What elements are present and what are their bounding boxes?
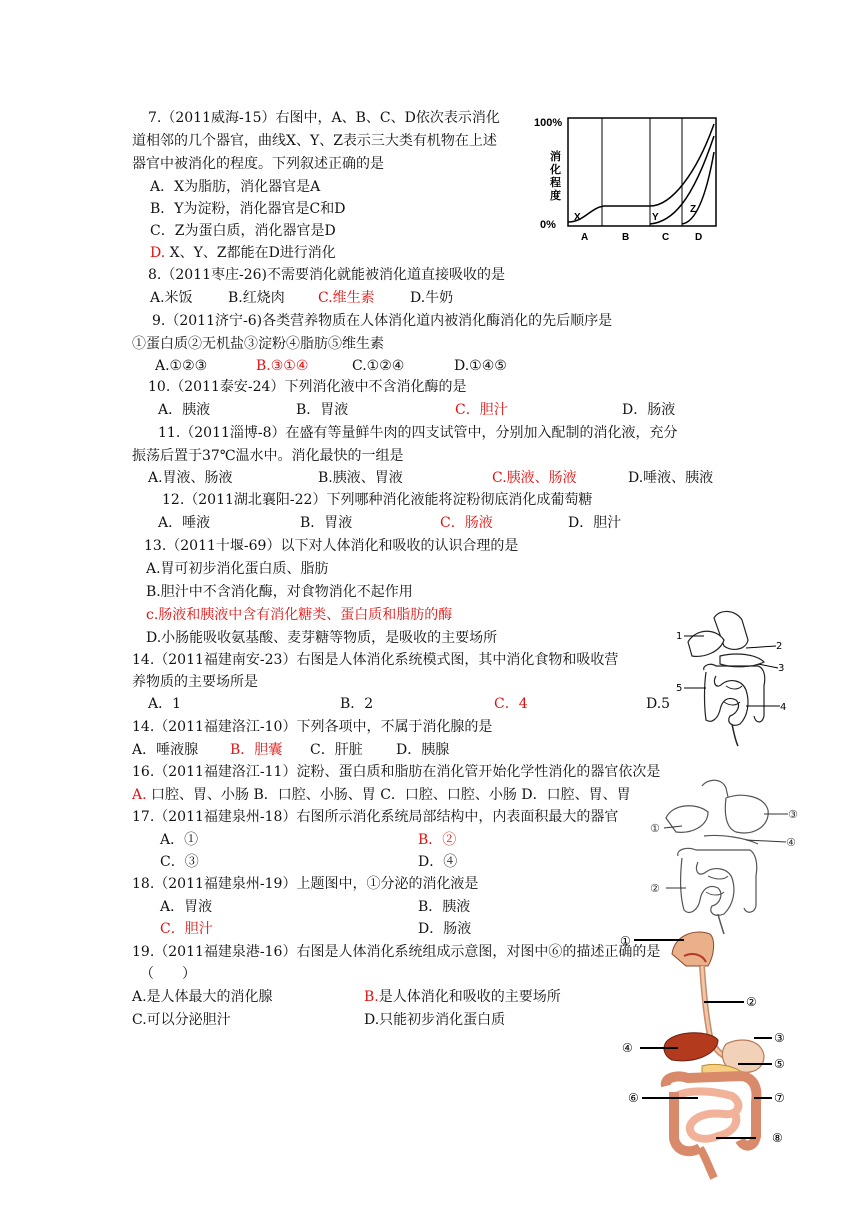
q9-stem-line2: ①蛋白质②无机盐③淀粉④脂肪⑤维生素 — [132, 336, 384, 352]
q19-stem: 19.（2011福建泉港-16）右图是人体消化系统组成示意图，对图中⑥的描述正确的是 — [132, 944, 661, 960]
q14a-option-c-answer: C．4 — [494, 696, 528, 712]
q11-option-b: B.胰液、胃液 — [318, 470, 403, 486]
figure-1-label-4: 4 — [780, 702, 787, 713]
q8-stem: 8.（2011枣庄-26)不需要消化就能被消化道直接吸收的是 — [148, 267, 505, 283]
digestive-system-figure-1 — [676, 606, 788, 750]
q18-option-a: A．胃液 — [160, 899, 213, 915]
figure-1-label-5: 5 — [676, 683, 683, 694]
q13-option-a: A.胃可初步消化蛋白质、脂肪 — [146, 561, 329, 577]
q19-answer-paren: （ ） — [140, 966, 196, 982]
q7-option-a: A．X为脂肪，消化器官是A — [150, 179, 321, 195]
q8-option-b: B.红烧肉 — [228, 290, 285, 306]
q16-stem: 16.（2011福建洛江-11）淀粉、蛋白质和脂肪在消化管开始化学性消化的器官依次是 — [132, 764, 661, 780]
digestive-system-figure-3 — [614, 926, 804, 1196]
figure-2-label-3: ③ — [788, 808, 798, 821]
q18-option-b: B．胰液 — [418, 899, 471, 915]
q9-option-c: C.①②④ — [352, 358, 405, 374]
answer-mark: A. — [132, 787, 147, 803]
q11-stem-line2: 振荡后置于37℃温水中。消化最快的一组是 — [132, 448, 404, 464]
q12-option-a: A．唾液 — [158, 515, 211, 531]
q7-option-d: D. X、Y、Z都能在D进行消化 — [150, 245, 336, 261]
section-label-c: C — [662, 232, 670, 243]
q19-option-c: C.可以分泌胆汁 — [132, 1012, 231, 1028]
q8-option-c-answer: C.维生素 — [318, 290, 375, 306]
q14b-option-d: D．胰腺 — [396, 742, 450, 758]
figure-2-label-4: ④ — [786, 836, 796, 849]
q14b-option-a: A．唾液腺 — [132, 742, 199, 758]
figure-1-label-3: 3 — [778, 663, 785, 674]
q11-option-d: D.唾液、胰液 — [628, 470, 714, 486]
figure-3-label-3: ③ — [774, 1031, 785, 1045]
q7-stem-line3: 器官中被消化的程度。下列叙述正确的是 — [132, 156, 384, 172]
q14b-option-b-answer: B．胆囊 — [230, 742, 283, 758]
q9-option-a: A.①②③ — [155, 358, 208, 374]
q17-stem: 17.（2011福建泉州-18）右图所示消化系统局部结构中，内表面积最大的器官 — [132, 809, 619, 825]
figure-3-label-5: ⑤ — [774, 1057, 785, 1071]
q18-option-c-answer: C．胆汁 — [160, 921, 213, 937]
figure-2-label-2: ② — [650, 882, 660, 895]
y-label-char-3: 程 — [550, 176, 561, 189]
q19-option-d: D.只能初步消化蛋白质 — [364, 1012, 506, 1028]
curve-y-label: Y — [652, 212, 659, 223]
q12-option-c-answer: C．肠液 — [440, 515, 493, 531]
curve-z — [682, 152, 714, 224]
q12-option-b: B．胃液 — [300, 515, 353, 531]
y-label-char-2: 化 — [550, 163, 561, 176]
q14a-option-d: D.5 — [646, 696, 671, 712]
q9-option-d: D.①④⑤ — [454, 358, 507, 374]
q13-stem: 13.（2011十堰-69）以下对人体消化和吸收的认识合理的是 — [144, 538, 519, 554]
y-label-char-1: 消 — [550, 150, 561, 163]
q14b-stem: 14.（2011福建洛江-10）下列各项中，不属于消化腺的是 — [132, 719, 493, 735]
digestion-degree-chart — [532, 112, 732, 246]
q18-stem: 18.（2011福建泉州-19）上题图中，①分泌的消化液是 — [132, 876, 479, 892]
q8-option-a: A.米饭 — [150, 290, 193, 306]
q14a-option-b: B．2 — [340, 696, 374, 712]
q14a-stem-line2: 养物质的主要场所是 — [132, 674, 258, 690]
q10-stem: 10.（2011泰安-24）下列消化液中不含消化酶的是 — [148, 379, 467, 395]
curve-x-label: X — [574, 212, 581, 223]
q11-option-c-answer: C.胰液、肠液 — [492, 470, 577, 486]
q7-stem-line1: 7.（2011威海-15）右图中，A、B、C、D依次表示消化 — [148, 110, 500, 126]
q16-options: A. 口腔、胃、小肠 B．口腔、小肠、胃 C．口腔、口腔、小肠 D．口腔、胃、胃 — [132, 787, 631, 803]
q9-option-b-answer: B.③①④ — [256, 358, 309, 374]
figure-2-label-1: ① — [650, 822, 660, 835]
q9-stem: 9.（2011济宁-6)各类营养物质在人体消化道内被消化酶消化的先后顺序是 — [152, 313, 613, 329]
q10-option-d: D．肠液 — [622, 402, 676, 418]
q7-option-b: B．Y为淀粉，消化器官是C和D — [150, 201, 346, 217]
q11-option-a: A.胃液、肠液 — [148, 470, 233, 486]
q13-option-c — [146, 605, 452, 625]
figure-3-label-2: ② — [746, 995, 757, 1009]
curve-z-label: Z — [690, 204, 697, 215]
section-label-d: D — [695, 232, 703, 243]
q7-option-c: C．Z为蛋白质，消化器官是D — [150, 223, 336, 239]
section-label-a: A — [581, 232, 589, 243]
q10-option-c-answer: C．胆汁 — [455, 402, 508, 418]
y-bottom-label: 0% — [540, 219, 556, 231]
q14a-option-a: A．1 — [148, 696, 182, 712]
q13-option-d: D.小肠能吸收氨基酸、麦芽糖等物质，是吸收的主要场所 — [146, 630, 498, 646]
q10-option-a: A．胰液 — [158, 402, 211, 418]
figure-3-label-1: ① — [620, 934, 631, 948]
q8-option-d: D.牛奶 — [410, 290, 454, 306]
q12-stem: 12.（2011湖北襄阳-22）下列哪种消化液能将淀粉彻底消化成葡萄糖 — [162, 492, 593, 508]
q17-option-d: D．④ — [418, 854, 458, 870]
figure-3-label-4: ④ — [622, 1041, 633, 1055]
q14a-stem: 14.（2011福建南安-23）右图是人体消化系统模式图，其中消化食物和吸收营 — [132, 652, 619, 668]
q11-stem: 11.（2011淄博-8）在盛有等量鲜牛肉的四支试管中，分别加入配制的消化液，充分 — [158, 425, 678, 441]
q17-option-a: A．① — [160, 832, 199, 848]
q13-option-b: B.胆汁中不含消化酶，对食物消化不起作用 — [146, 584, 413, 600]
q12-option-d: D．胆汁 — [568, 515, 622, 531]
q7-stem-line2: 道相邻的几个器官，曲线X、Y、Z表示三大类有机物在上述 — [132, 133, 497, 149]
q19-option-b: B.是人体消化和吸收的主要场所 — [364, 989, 561, 1005]
q17-option-c: C．③ — [160, 854, 199, 870]
figure-1-label-2: 2 — [776, 641, 783, 652]
figure-1-label-1: 1 — [676, 631, 683, 642]
answer-mark: D. — [150, 245, 166, 261]
q10-option-b: B．胃液 — [296, 402, 349, 418]
section-label-b: B — [622, 232, 630, 243]
figure-3-label-7: ⑦ — [774, 1091, 785, 1105]
y-label-char-4: 度 — [550, 189, 561, 202]
q17-option-b-answer: B．② — [418, 832, 457, 848]
q18-option-d: D．肠液 — [418, 921, 472, 937]
q14b-option-c: C．肝脏 — [310, 742, 363, 758]
q19-option-a: A.是人体最大的消化腺 — [132, 989, 273, 1005]
y-top-label: 100% — [534, 117, 563, 129]
answer-mark: B. — [364, 989, 379, 1005]
digestive-system-figure-2 — [646, 776, 806, 936]
figure-3-label-8: ⑧ — [772, 1131, 783, 1145]
q13-option-c-answer: c.肠液和胰液中含有消化糖类、蛋白质和脂肪的酶 — [146, 607, 453, 623]
figure-3-label-6: ⑥ — [628, 1091, 639, 1105]
